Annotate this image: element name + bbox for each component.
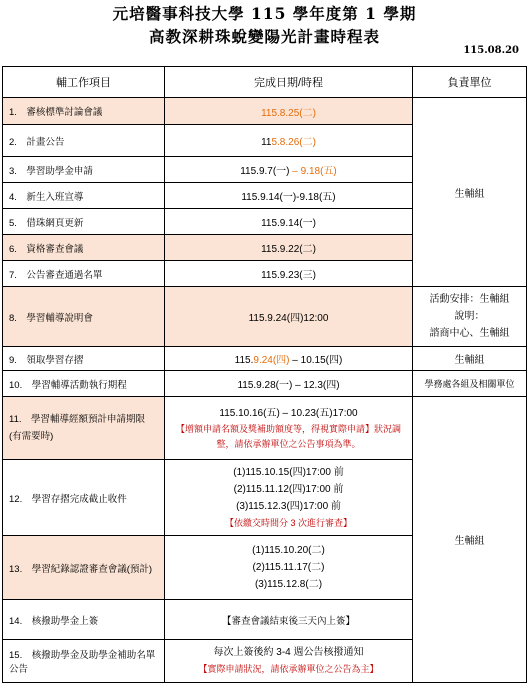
row-item: 6. 資格審查會議 bbox=[3, 235, 165, 261]
row-item: 12. 學習存摺完成截止收件 bbox=[3, 460, 165, 536]
table-row bbox=[3, 347, 527, 371]
col-item-header: 輔工作項目 bbox=[3, 67, 165, 98]
row-date: (1)115.10.20(二) (2)115.11.17(二) (3)115.12.8(二) bbox=[165, 536, 413, 600]
row-item: 11. 學習輔導經額預計申請期限 (有需要時) bbox=[3, 397, 165, 460]
doc-date: 115.08.20 bbox=[463, 45, 519, 56]
doc-title-line2: 高教深耕珠蛻變陽光計畫時程表 bbox=[148, 27, 380, 46]
row-unit: 學務處各組及相關單位 bbox=[413, 371, 527, 397]
row-date: 115.9.24(四)12:00 bbox=[165, 287, 413, 347]
row-item: 5. 借珠網頁更新 bbox=[3, 209, 165, 235]
table-row bbox=[3, 287, 527, 347]
row-item: 14. 核撥助學金上簽 bbox=[3, 600, 165, 640]
row-date: 115.9.14(一) bbox=[165, 209, 413, 235]
row-item: 10. 學習輔導活動執行期程 bbox=[3, 371, 165, 397]
row-item: 4. 新生入班宣導 bbox=[3, 183, 165, 209]
row-date: 115.9.22(二) bbox=[165, 235, 413, 261]
table-row bbox=[3, 371, 527, 397]
row-item: 8. 學習輔導說明會 bbox=[3, 287, 165, 347]
row-item: 7. 公告審查通過名單 bbox=[3, 261, 165, 287]
row-date: 115.8.25(二) bbox=[165, 98, 413, 125]
row-item: 2. 計畫公告 bbox=[3, 125, 165, 157]
row-date: (1)115.10.15(四)17:00 前 (2)115.11.12(四)17:00 前 (3)115.12.3(四)17:00 前 【依繳交時間分 3 次進行審查】 bbox=[165, 460, 413, 536]
row-unit: 生輔組 bbox=[413, 347, 527, 371]
row-date: 115.8.26(二) bbox=[165, 125, 413, 157]
table-row bbox=[3, 98, 527, 125]
row-date: 【審查會議結束後三天內上簽】 bbox=[165, 600, 413, 640]
schedule-table bbox=[2, 66, 527, 683]
row-date: 115.9.23(三) bbox=[165, 261, 413, 287]
doc-title-line1: 元培醫事科技大學 115 學年度第 1 學期 bbox=[112, 4, 417, 23]
row-item: 9. 領取學習存摺 bbox=[3, 347, 165, 371]
row-item: 15. 核撥助學金及助學金補助名單公告 bbox=[3, 640, 165, 683]
col-unit-header: 負責單位 bbox=[413, 67, 527, 98]
row-unit: 生輔組 bbox=[413, 98, 527, 287]
row-date: 115.9.14(一)-9.18(五) bbox=[165, 183, 413, 209]
row-item: 3. 學習助學金申請 bbox=[3, 157, 165, 183]
row-date: 每次上簽後約 3-4 週公告核撥通知 【實際申請狀況，請依承辦單位之公告為主】 bbox=[165, 640, 413, 683]
table-row bbox=[3, 397, 527, 460]
row-item: 1. 審核標準討論會議 bbox=[3, 98, 165, 125]
row-date: 115.9.7(一) – 9.18(五) bbox=[165, 157, 413, 183]
row-item: 13. 學習紀錄認證審查會議(預計) bbox=[3, 536, 165, 600]
col-date-header: 完成日期/時程 bbox=[165, 67, 413, 98]
row-unit: 生輔組 bbox=[413, 397, 527, 683]
row-unit: 活動安排：生輔組 說明： 諮商中心、生輔組 bbox=[413, 287, 527, 347]
row-date: 115.9.24(四) – 10.15(四) bbox=[165, 347, 413, 371]
table-header-row bbox=[3, 67, 527, 98]
row-date: 115.9.28(一) – 12.3(四) bbox=[165, 371, 413, 397]
row-date: 115.10.16(五) – 10.23(五)17:00 【增額申請名額及獎補助額度等，得視實際申請】狀況調整，請依承辦單位之公告事項為準。 bbox=[165, 397, 413, 460]
